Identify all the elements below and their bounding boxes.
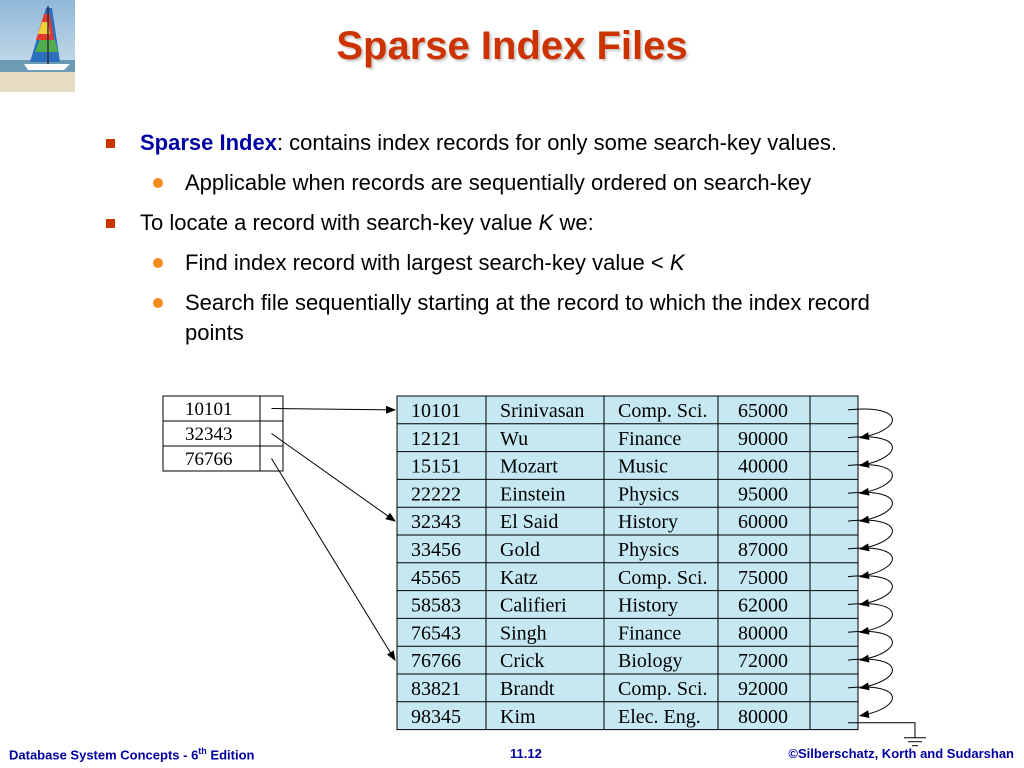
footer-slide-number: 11.12 [510,746,542,761]
record-id: 45565 [411,566,461,589]
record-name: Singh [500,622,547,645]
record-name: Einstein [500,483,566,506]
record-id: 22222 [411,483,461,506]
data-file [397,396,858,730]
footer-book-title: Database System Concepts - 6th Edition [9,746,255,763]
record-chain-pointers [848,409,926,746]
record-dept: Comp. Sci. [618,400,708,422]
record-name: Califieri [500,594,567,617]
record-salary: 40000 [738,455,788,478]
record-dept: Physics [618,483,680,506]
variable-k: K [538,210,554,235]
bullet-text: : contains index records for only some search-key values. [276,130,837,155]
record-salary: 87000 [738,539,788,561]
record-salary: 90000 [738,427,788,450]
subbullet-text: Applicable when records are sequentially ordered on search-key [185,170,812,195]
index-key-value: 10101 [185,399,233,420]
subbullet-text: Find index record with largest search-key value < [185,250,670,275]
record-name: Kim [500,705,536,728]
index-key-value: 76766 [185,449,233,470]
record-id: 83821 [411,678,461,700]
record-salary: 80000 [738,622,788,645]
record-dept: Music [618,455,668,478]
record-id: 76543 [411,622,461,645]
record-name: El Said [500,511,559,534]
subbullet-text: Search file sequentially starting at the record to which the index record points [185,290,870,345]
sparse-index-term: Sparse Index [140,130,277,155]
variable-k: K [669,250,685,275]
record-dept: Finance [618,427,682,450]
record-dept: Comp. Sci. [618,566,708,589]
index-file [163,396,283,471]
record-dept: Finance [618,622,682,645]
record-salary: 80000 [738,705,788,728]
null-pointer-icon [848,723,926,746]
record-dept: Comp. Sci. [618,678,708,700]
record-salary: 65000 [738,400,788,422]
record-id: 76766 [411,650,461,673]
record-dept: History [618,594,678,617]
index-key-value: 32343 [185,424,233,445]
record-id: 10101 [411,400,461,422]
record-name: Mozart [500,455,558,478]
record-name: Brandt [500,678,555,700]
record-salary: 75000 [738,566,788,589]
record-name: Srinivasan [500,400,585,422]
record-name: Katz [500,566,538,589]
bullet-text: we: [553,210,594,235]
record-id: 33456 [411,539,461,561]
record-salary: 92000 [738,678,788,700]
record-salary: 72000 [738,650,788,673]
slide-title: Sparse Index Files [336,24,688,68]
record-salary: 62000 [738,594,788,617]
bullet-text: To locate a record with search-key value [140,210,539,235]
index-pointer-arrow [272,459,396,661]
index-pointer-arrow [272,434,396,522]
record-id: 58583 [411,594,461,617]
footer-copyright: ©Silberschatz, Korth and Sudarshan [788,746,1014,761]
record-name: Crick [500,650,545,673]
record-dept: Physics [618,539,680,561]
record-salary: 95000 [738,483,788,506]
record-dept: Biology [618,650,683,673]
index-pointer-arrow [272,409,396,410]
record-name: Gold [500,539,540,561]
index-pointers [272,409,396,661]
record-id: 12121 [411,427,461,450]
record-id: 98345 [411,705,461,728]
record-dept: History [618,511,678,534]
slide-footer [0,746,1024,766]
record-dept: Elec. Eng. [618,705,701,728]
record-salary: 60000 [738,511,788,534]
record-name: Wu [500,427,529,450]
record-id: 15151 [411,455,461,478]
record-id: 32343 [411,511,461,534]
